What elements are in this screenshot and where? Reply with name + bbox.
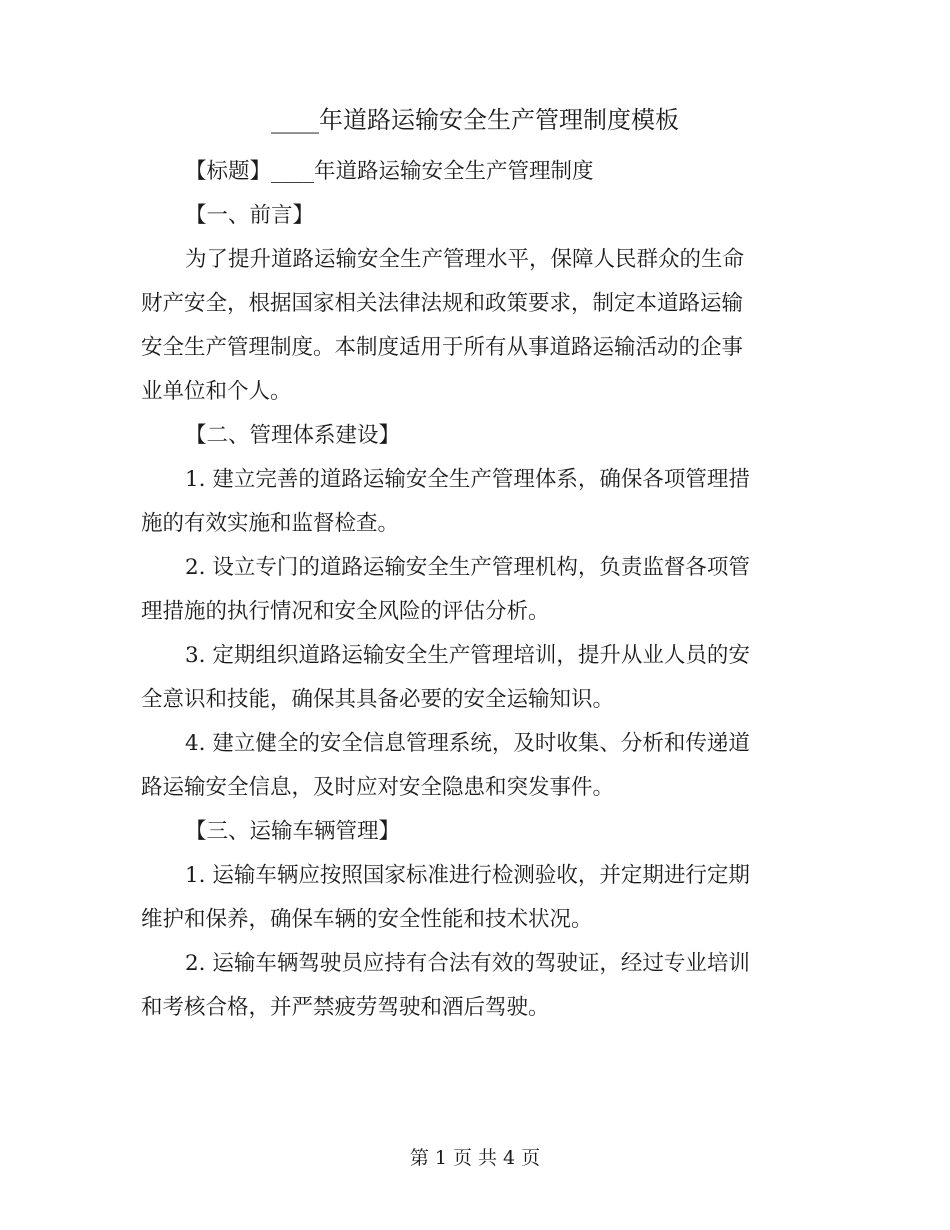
text-line: 【二、管理体系建设】 [185,423,401,448]
text-line: 为了提升道路运输安全生产管理水平，保障人民群众的生命 [185,247,745,272]
text-line: 全意识和技能，确保其具备必要的安全运输知识。 [141,687,615,712]
text-line: 1. 运输车辆应按照国家标准进行检测验收，并定期进行定期 [185,863,750,888]
text-line: 3. 定期组织道路运输安全生产管理培训，提升从业人员的安 [185,643,750,668]
text-line: 施的有效实施和监督检查。 [141,511,400,536]
text-line: 2. 运输车辆驾驶员应持有合法有效的驾驶证，经过专业培训 [185,951,750,976]
document-body [141,150,811,1030]
text-line: 【三、运输车辆管理】 [185,819,401,844]
text-line: 安全生产管理制度。本制度适用于所有从事道路运输活动的企事 [141,335,744,360]
text-line: 1. 建立完善的道路运输安全生产管理体系，确保各项管理措 [185,467,750,492]
text-line: 【一、前言】 [185,203,315,228]
text-line: 财产安全，根据国家相关法律法规和政策要求，制定本道路运输 [141,291,744,316]
text-line: 和考核合格，并严禁疲劳驾驶和酒后驾驶。 [141,995,550,1020]
page-number-footer: 第 1 页 共 4 页 [409,1147,541,1169]
text-line: 维护和保养，确保车辆的安全性能和技术状况。 [141,907,593,932]
text-line: 【标题】____年道路运输安全生产管理制度 [185,159,594,184]
text-line: 4. 建立健全的安全信息管理系统，及时收集、分析和传递道 [185,731,750,756]
text-line: 2. 设立专门的道路运输安全生产管理机构，负责监督各项管 [185,555,750,580]
text-line: 业单位和个人。 [141,379,292,404]
document-title: ____年道路运输安全生产管理制度模板 [271,106,679,134]
text-line: 理措施的执行情况和安全风险的评估分析。 [141,599,550,624]
text-line: 路运输安全信息，及时应对安全隐患和突发事件。 [141,775,615,800]
